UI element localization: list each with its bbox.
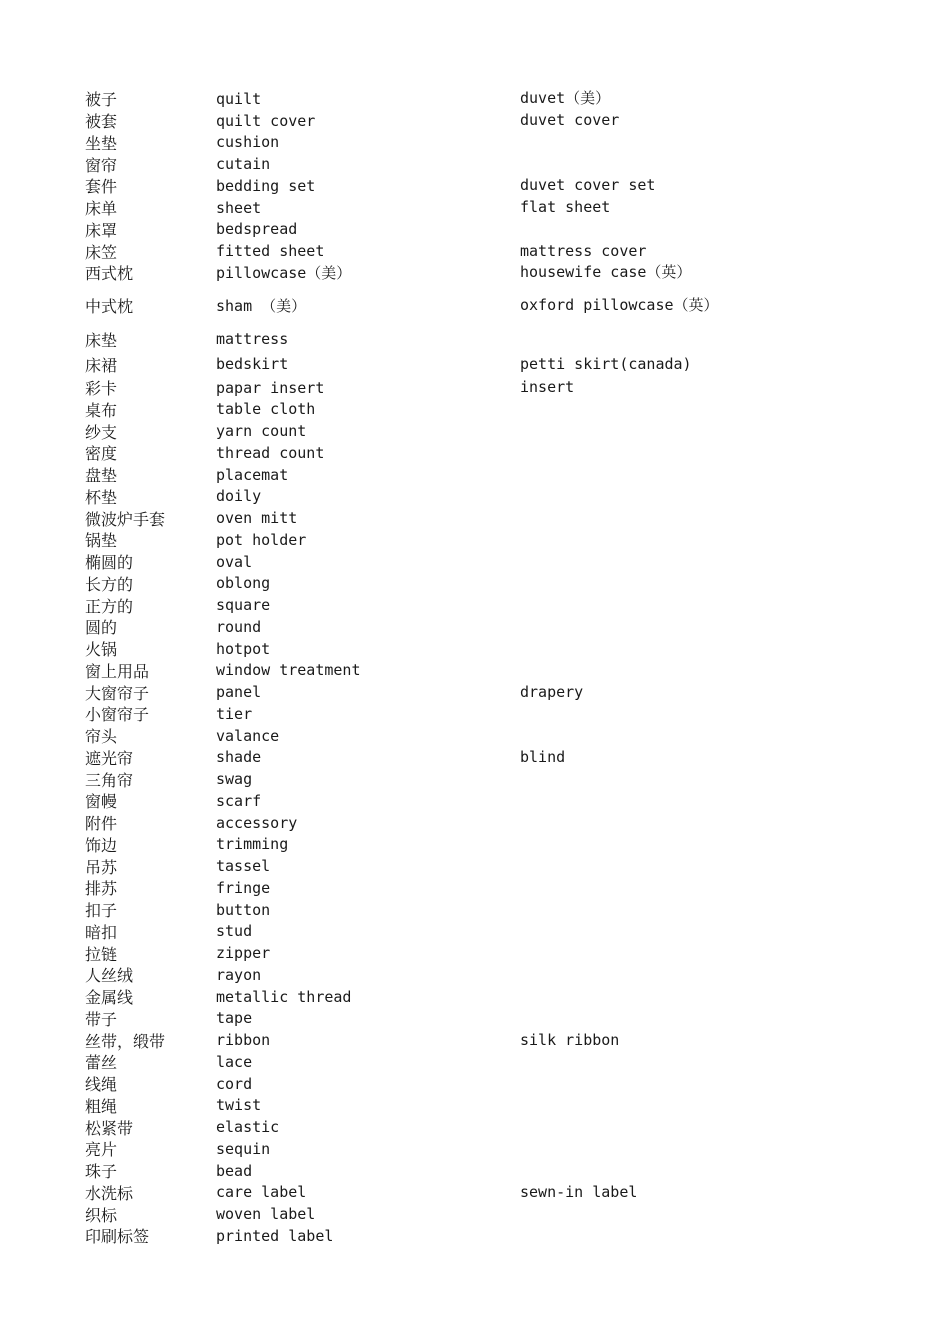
chinese-term: 暗扣	[85, 922, 118, 942]
glossary-row	[85, 725, 885, 747]
chinese-term: 粗绳	[85, 1096, 118, 1116]
chinese-term: 珠子	[85, 1162, 118, 1182]
english-term: oven mitt	[216, 509, 298, 528]
glossary-row	[85, 262, 885, 284]
chinese-term: 长方的	[85, 574, 134, 594]
english-term: quilt	[216, 89, 262, 108]
glossary-row	[85, 1116, 885, 1138]
english-term: tassel	[216, 857, 271, 876]
chinese-term: 松紧带	[85, 1118, 134, 1138]
chinese-term: 床单	[85, 199, 118, 219]
glossary-row	[85, 153, 885, 175]
english-term: papar insert	[216, 378, 325, 397]
english-term: tape	[216, 1009, 253, 1028]
glossary-row	[85, 88, 885, 110]
glossary-row	[85, 442, 885, 464]
chinese-term: 火锅	[85, 640, 118, 660]
chinese-term: 被子	[85, 90, 118, 110]
chinese-term: 杯垫	[85, 487, 118, 507]
glossary-row	[85, 1160, 885, 1182]
alternate-term: housewife case（英）	[520, 263, 692, 282]
chinese-term: 织标	[85, 1205, 118, 1225]
english-term: stud	[216, 922, 253, 941]
alternate-term: silk ribbon	[520, 1030, 620, 1049]
chinese-term: 微波炉手套	[85, 509, 166, 529]
chinese-term: 密度	[85, 444, 118, 464]
glossary-row	[85, 834, 885, 856]
english-term: panel	[216, 683, 262, 702]
glossary-row	[85, 420, 885, 442]
english-term: zipper	[216, 944, 271, 963]
glossary-row	[85, 464, 885, 486]
english-term: table cloth	[216, 400, 316, 419]
glossary-row	[85, 638, 885, 660]
english-term: window treatment	[216, 661, 361, 680]
glossary-row	[85, 175, 885, 197]
chinese-term: 锅垫	[85, 531, 118, 551]
glossary-row	[85, 703, 885, 725]
chinese-term: 大窗帘子	[85, 683, 150, 703]
glossary-row	[85, 964, 885, 986]
english-term: placemat	[216, 465, 289, 484]
english-term: square	[216, 596, 271, 615]
english-term: accessory	[216, 813, 298, 832]
glossary-row	[85, 616, 885, 638]
english-term: tier	[216, 704, 253, 723]
english-term: sham （美）	[216, 296, 307, 315]
english-term: cutain	[216, 155, 271, 174]
glossary-row	[85, 327, 885, 352]
glossary-row	[85, 197, 885, 219]
english-term: pot holder	[216, 530, 307, 549]
glossary-row	[85, 377, 885, 399]
alternate-term: duvet（美）	[520, 89, 611, 108]
glossary-row	[85, 681, 885, 703]
english-term: bedding set	[216, 176, 316, 195]
glossary-row	[85, 790, 885, 812]
english-term: oval	[216, 552, 253, 571]
glossary-row	[85, 660, 885, 682]
glossary-row	[85, 1225, 885, 1247]
chinese-term: 三角帘	[85, 770, 134, 790]
chinese-term: 椭圆的	[85, 553, 134, 573]
chinese-term: 彩卡	[85, 379, 118, 399]
english-term: thread count	[216, 443, 325, 462]
alternate-term: duvet cover set	[520, 176, 656, 195]
chinese-term: 窗上用品	[85, 661, 150, 681]
english-term: round	[216, 617, 262, 636]
chinese-term: 排苏	[85, 879, 118, 899]
chinese-term: 扣子	[85, 901, 118, 921]
glossary-row	[85, 942, 885, 964]
english-term: mattress	[216, 330, 289, 349]
glossary-row	[85, 1051, 885, 1073]
english-term: cord	[216, 1074, 253, 1093]
english-term: printed label	[216, 1226, 334, 1245]
chinese-term: 床垫	[85, 330, 118, 350]
chinese-term: 带子	[85, 1009, 118, 1029]
glossary-row	[85, 1029, 885, 1051]
english-term: sequin	[216, 1139, 271, 1158]
chinese-term: 饰边	[85, 835, 118, 855]
chinese-term: 坐垫	[85, 133, 118, 153]
chinese-term: 套件	[85, 177, 118, 197]
glossary-row	[85, 594, 885, 616]
chinese-term: 拉链	[85, 944, 118, 964]
glossary-row	[85, 1073, 885, 1095]
english-term: ribbon	[216, 1031, 271, 1050]
english-term: rayon	[216, 965, 262, 984]
chinese-term: 印刷标签	[85, 1227, 150, 1247]
english-term: button	[216, 900, 271, 919]
alternate-term: petti skirt(canada)	[520, 354, 692, 373]
alternate-term: mattress cover	[520, 241, 647, 260]
glossary-row	[85, 284, 885, 327]
english-term: scarf	[216, 791, 262, 810]
alternate-term: blind	[520, 747, 566, 766]
chinese-term: 被套	[85, 112, 118, 132]
glossary-row	[85, 921, 885, 943]
chinese-term: 西式枕	[85, 264, 134, 284]
glossary-row	[85, 1095, 885, 1117]
english-term: elastic	[216, 1118, 280, 1137]
chinese-term: 蕾丝	[85, 1053, 118, 1073]
english-term: oblong	[216, 574, 271, 593]
english-term: quilt cover	[216, 111, 316, 130]
chinese-term: 帘头	[85, 727, 118, 747]
glossary-row	[85, 551, 885, 573]
english-term: fitted sheet	[216, 242, 325, 261]
chinese-term: 盘垫	[85, 466, 118, 486]
chinese-term: 床罩	[85, 220, 118, 240]
glossary-row	[85, 486, 885, 508]
glossary-row	[85, 1008, 885, 1030]
english-term: hotpot	[216, 639, 271, 658]
glossary-row	[85, 573, 885, 595]
glossary-row	[85, 855, 885, 877]
chinese-term: 遮光帘	[85, 748, 134, 768]
glossary-row	[85, 399, 885, 421]
chinese-term: 窗帘	[85, 155, 118, 175]
english-term: lace	[216, 1052, 253, 1071]
english-term: bedskirt	[216, 355, 289, 374]
chinese-term: 吊苏	[85, 857, 118, 877]
chinese-term: 窗幔	[85, 792, 118, 812]
english-term: fringe	[216, 878, 271, 897]
chinese-term: 亮片	[85, 1140, 118, 1160]
glossary-row	[85, 507, 885, 529]
glossary-row	[85, 110, 885, 132]
english-term: doily	[216, 487, 262, 506]
english-term: yarn count	[216, 422, 307, 441]
glossary-row	[85, 1138, 885, 1160]
glossary-row	[85, 768, 885, 790]
glossary-row	[85, 219, 885, 241]
chinese-term: 线绳	[85, 1075, 118, 1095]
glossary-table	[85, 88, 885, 1247]
alternate-term: drapery	[520, 682, 584, 701]
chinese-term: 小窗帘子	[85, 705, 150, 725]
glossary-row	[85, 877, 885, 899]
english-term: woven label	[216, 1205, 316, 1224]
chinese-term: 正方的	[85, 596, 134, 616]
alternate-term: oxford pillowcase（英）	[520, 295, 719, 314]
english-term: cushion	[216, 133, 280, 152]
english-term: trimming	[216, 835, 289, 854]
glossary-row	[85, 1203, 885, 1225]
chinese-term: 水洗标	[85, 1183, 134, 1203]
chinese-term: 人丝绒	[85, 966, 134, 986]
english-term: sheet	[216, 198, 262, 217]
glossary-row	[85, 529, 885, 551]
glossary-row	[85, 899, 885, 921]
english-term: bedspread	[216, 220, 298, 239]
glossary-row	[85, 812, 885, 834]
glossary-row	[85, 747, 885, 769]
chinese-term: 中式枕	[85, 296, 134, 316]
english-term: care label	[216, 1183, 307, 1202]
english-term: shade	[216, 748, 262, 767]
english-term: swag	[216, 770, 253, 789]
chinese-term: 床裙	[85, 355, 118, 375]
chinese-term: 丝带，缎带	[85, 1031, 166, 1051]
english-term: valance	[216, 726, 280, 745]
glossary-row	[85, 352, 885, 377]
chinese-term: 附件	[85, 814, 118, 834]
chinese-term: 圆的	[85, 618, 118, 638]
glossary-row	[85, 132, 885, 154]
english-term: twist	[216, 1096, 262, 1115]
glossary-row	[85, 240, 885, 262]
alternate-term: duvet cover	[520, 111, 620, 130]
alternate-term: sewn-in label	[520, 1182, 638, 1201]
glossary-row	[85, 986, 885, 1008]
english-term: bead	[216, 1161, 253, 1180]
chinese-term: 床笠	[85, 242, 118, 262]
english-term: metallic thread	[216, 987, 352, 1006]
chinese-term: 桌布	[85, 400, 118, 420]
chinese-term: 纱支	[85, 422, 118, 442]
alternate-term: flat sheet	[520, 198, 611, 217]
alternate-term: insert	[520, 378, 575, 397]
english-term: pillowcase（美）	[216, 264, 352, 283]
glossary-row	[85, 1182, 885, 1204]
chinese-term: 金属线	[85, 988, 134, 1008]
